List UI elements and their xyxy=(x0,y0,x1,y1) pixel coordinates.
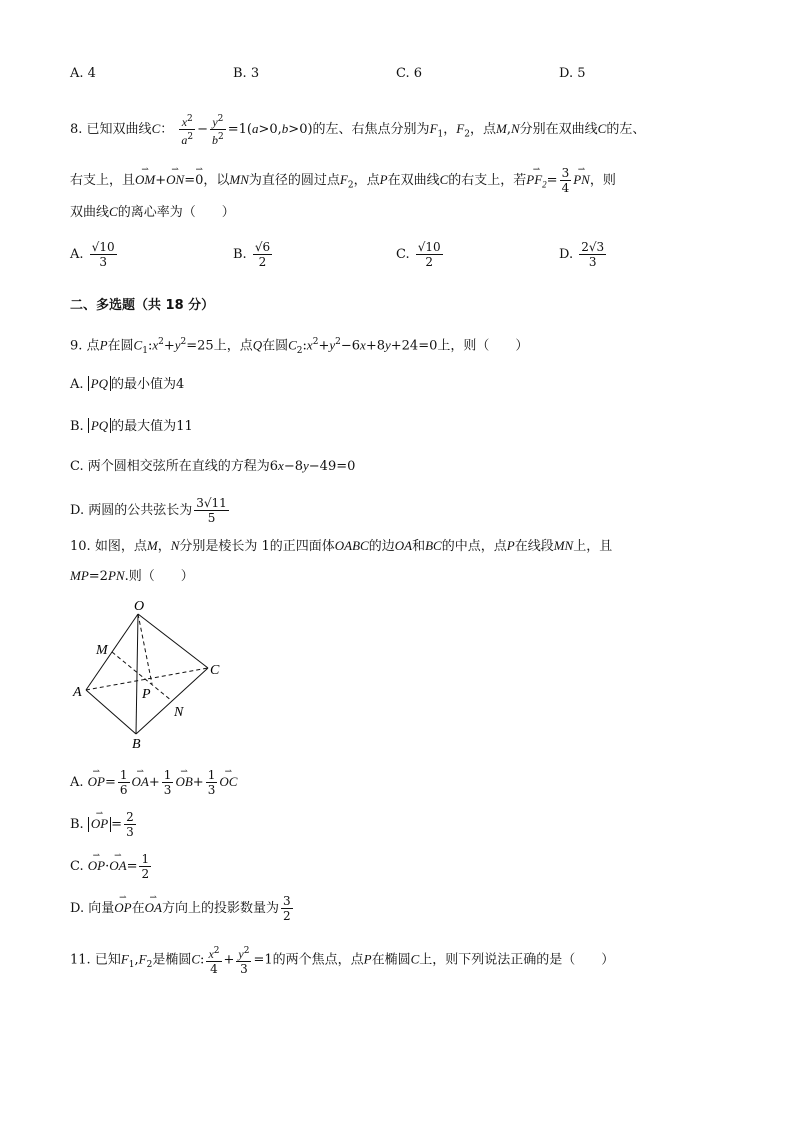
q10-stem-line-2: MP=2PN.则（ ） xyxy=(70,568,194,584)
label-p: P xyxy=(142,687,151,702)
label-m: M xyxy=(96,643,108,658)
tetrahedron-figure xyxy=(70,598,230,748)
q11-stem: 11. 已知$F_1,F_2$是椭圆C: $\frac{x^2}{4}$ + $\frac{y^2}{3}$ =1的两个焦点，点P在椭圆C上，则下列说法正确的是（ ） xyxy=(70,946,615,976)
q10-option-a: A. ⇀ OP= $\frac{1}{6}$ ⇀ OA+ $\frac{1}{3}$ ⇀ OB+ $\frac{1}{3}$ ⇀ OC xyxy=(70,768,237,797)
q8-option-b: B. $\frac{√6}{2}$ xyxy=(233,240,271,269)
q10-option-b: B. ⇀ OP = $\frac{2}{3}$ xyxy=(70,810,138,839)
q9-stem: 9. 点P在圆$C_1:x^2+y^2=25$上，点Q在圆$C_2:x^2+y^2-6x+8y+24=0$上，则（ ） xyxy=(70,337,529,356)
q7-option-b: B. 3 xyxy=(233,66,260,81)
edge-ab xyxy=(86,690,136,734)
segment-op xyxy=(138,614,152,684)
label-n: N xyxy=(174,705,184,720)
q10-stem-line-1: 10. 如图，点M，N分别是棱长为 1的正四面体OABC的边OA和BC的中点，点P在线段MN上，且 xyxy=(70,538,613,554)
section-heading: 二、多选题（共 18 分） xyxy=(70,298,215,313)
q7-option-d: D. 5 xyxy=(559,66,586,81)
q10-option-c: C. ⇀ OP·⇀ OA= $\frac{1}{2}$ xyxy=(70,852,153,881)
label-c: C xyxy=(210,663,220,678)
label-a: A xyxy=(73,685,82,700)
q9-option-a: A. PQ 的最小值为4 xyxy=(70,376,185,392)
q9-option-b: B. PQ 的最大值为11 xyxy=(70,418,193,434)
q9-option-d: D. 两圆的公共弦长为 $\frac{3√11}{5}$ xyxy=(70,496,227,525)
label-b: B xyxy=(132,737,141,748)
q7-option-c: C. 6 xyxy=(396,66,423,81)
q8-line-2: 右支上，且⇀ OM+⇀ ON=⇀ 0，以MN为直径的圆过点$F_2$，点P在双曲线C的右支上，若⇀ $PF_2=$ $\frac{3}{4}$ ⇀ PN，则 xyxy=(70,166,616,196)
edge-ob xyxy=(136,614,138,734)
q7-option-a: A. 4 xyxy=(70,66,96,81)
q8-number: 8. xyxy=(70,122,83,137)
q9-option-c: C. 两个圆相交弦所在直线的方程为6x−8y−49=0 xyxy=(70,458,356,474)
q8-line-3: 双曲线C的离心率为（ ） xyxy=(70,204,235,220)
q8-option-c: C. $\frac{√10}{2}$ xyxy=(396,240,441,269)
q8-line-1: 8. 已知双曲线C： $\frac{x^2}{a^2}$ − $\frac{y^2}{b^2}$ =1(a>0,b>0)的左、右焦点分别为$F_1$，$F_2$，点M,N分别在双曲线C的左、 xyxy=(70,114,646,147)
q10-option-d: D. 向量⇀ OP在⇀ OA方向上的投影数量为 $\frac{3}{2}$ xyxy=(70,894,295,923)
q8-option-d: D. $\frac{2√3}{3}$ xyxy=(559,240,605,269)
label-o: O xyxy=(134,599,145,614)
edge-oc xyxy=(138,614,208,668)
q8-option-a: A. $\frac{√10}{3}$ xyxy=(70,240,115,269)
